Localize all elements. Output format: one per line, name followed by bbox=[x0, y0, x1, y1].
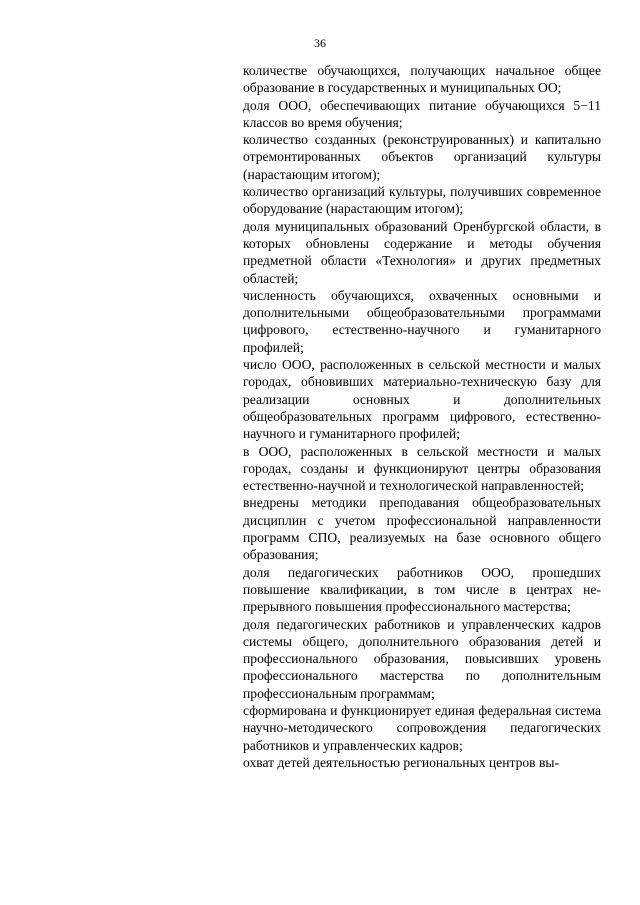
paragraph: в ООО, расположенных в сельской местности и малых городах, созданы и функционируют центры образования естественно-научной и технологической направленностей; bbox=[243, 443, 601, 494]
paragraph: сформирована и функционирует единая федеральная система научно-методического сопровождения педагогических работников и управленческих кадров; bbox=[243, 702, 601, 753]
page-number: 36 bbox=[314, 36, 326, 50]
paragraph: доля педагогических работников ООО, прошедших повышение квалификации, в том числе в центрах непрерывного повышения профессионального мастерства; bbox=[243, 564, 601, 615]
paragraph: охват детей деятельностью региональных центров вы- bbox=[243, 754, 560, 770]
paragraph: численность обучающихся, охваченных основными и дополнительными общеобразовательными программами цифрового, естественно-научного и гуманитарного профилей; bbox=[243, 287, 601, 355]
paragraph: доля педагогических работников и управленческих кадров системы общего, дополнительного образования детей и профессионального образования, повысивших уровень профессионального мастерства по дополнительным профессиональным программам; bbox=[243, 616, 601, 701]
paragraph: количество организаций культуры, получивших современное оборудование (нарастающим итогом); bbox=[243, 184, 601, 217]
paragraph: внедрены методики преподавания общеобразовательных дисциплин с учетом профессиональной направленности программ СПО, реализуемых на базе основного общего образования; bbox=[243, 495, 601, 563]
paragraph: доля муниципальных образований Оренбургской области, в которых обновлены содержание и методы обучения предметной области «Технология» и других предметных областей; bbox=[243, 218, 601, 286]
paragraph: количество созданных (реконструированных) и капитально отремонтированных объектов организаций культуры (нарастающим итогом); bbox=[243, 132, 601, 182]
body-text bbox=[243, 62, 601, 771]
paragraph: доля ООО, обеспечивающих питание обучающихся 5−11 классов во время обучения; bbox=[243, 97, 601, 130]
paragraph: количестве обучающихся, получающих начальное общее образование в государственных и муниципальных ОО; bbox=[243, 63, 601, 96]
paragraph: число ООО, расположенных в сельской местности и малых городах, обновивших материально-техническую базу для реализации основных и дополнительных общеобразовательных программ цифрового, естественно-научного и гуманитарного профилей; bbox=[243, 357, 601, 442]
